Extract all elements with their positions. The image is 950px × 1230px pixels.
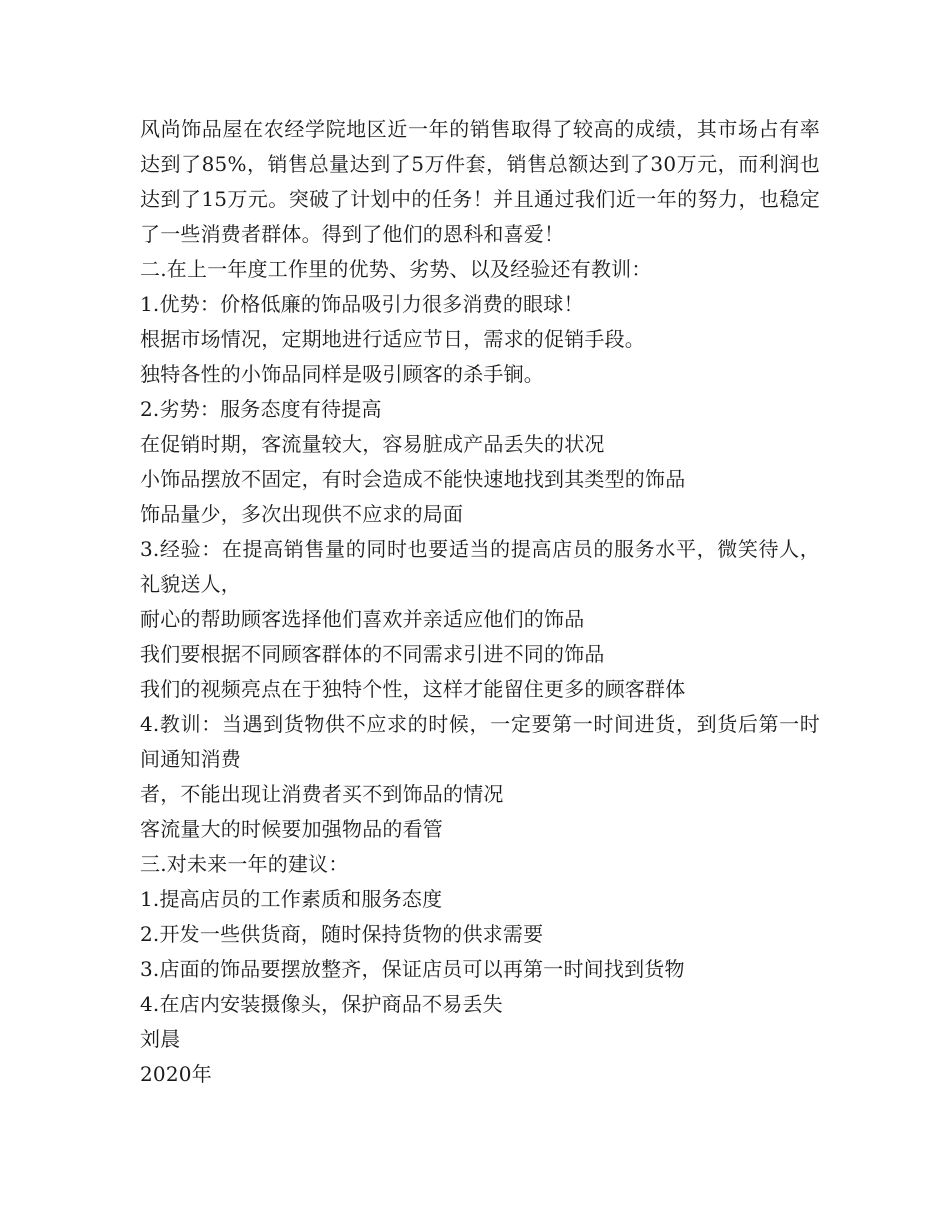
- experience-item: 我们的视频亮点在于独特个性，这样才能留住更多的顾客群体: [140, 677, 686, 701]
- suggestion-item: 3.店面的饰品要摆放整齐，保证店员可以再第一时间找到货物: [140, 957, 685, 981]
- strength-heading: 1.优势：价格低廉的饰品吸引力很多消费的眼球！: [140, 292, 584, 316]
- document-year: 2020年: [140, 1062, 212, 1086]
- author-name: 刘晨: [140, 1027, 181, 1051]
- lesson-heading: 4.教训：当遇到货物供不应求的时候，一定要第一时间进货，到货后第一时间通知消费: [140, 712, 820, 771]
- lesson-item: 客流量大的时候要加强物品的看管: [140, 817, 443, 841]
- suggestion-item: 2.开发一些供货商，随时保持货物的供求需要: [140, 922, 544, 946]
- experience-item: 我们要根据不同顾客群体的不同需求引进不同的饰品: [140, 642, 605, 666]
- suggestion-item: 1.提高店员的工作素质和服务态度: [140, 887, 443, 911]
- lesson-item: 者，不能出现让消费者买不到饰品的情况: [140, 782, 504, 806]
- section-heading-suggestions: 三.对未来一年的建议：: [140, 852, 349, 876]
- weakness-item: 饰品量少，多次出现供不应求的局面: [140, 502, 464, 526]
- section-heading-review: 二.在上一年度工作里的优势、劣势、以及经验还有教训：: [140, 257, 652, 281]
- experience-item: 耐心的帮助顾客选择他们喜欢并亲适应他们的饰品: [140, 607, 585, 631]
- weakness-item: 在促销时期，客流量较大，容易脏成产品丢失的状况: [140, 432, 605, 456]
- strength-item: 根据市场情况，定期地进行适应节日，需求的促销手段。: [140, 327, 645, 351]
- strength-item: 独特各性的小饰品同样是吸引顾客的杀手锏。: [140, 362, 544, 386]
- weakness-heading: 2.劣势：服务态度有待提高: [140, 397, 382, 421]
- weakness-item: 小饰品摆放不固定，有时会造成不能快速地找到其类型的饰品: [140, 467, 686, 491]
- experience-heading: 3.经验：在提高销售量的同时也要适当的提高店员的服务水平，微笑待人，礼貌送人，: [140, 537, 820, 596]
- intro-paragraph: 风尚饰品屋在农经学院地区近一年的销售取得了较高的成绩，其市场占有率达到了85%，销售总量达到了5万件套，销售总额达到了30万元，而利润也达到了15万元。突破了计划中的任务！并且通过我们近一年的努力，也稳定了一些消费者群体。得到了他们的恩科和喜爱！: [140, 117, 820, 246]
- suggestion-item: 4.在店内安装摄像头，保护商品不易丢失: [140, 992, 503, 1016]
- document-page: [140, 112, 820, 1092]
